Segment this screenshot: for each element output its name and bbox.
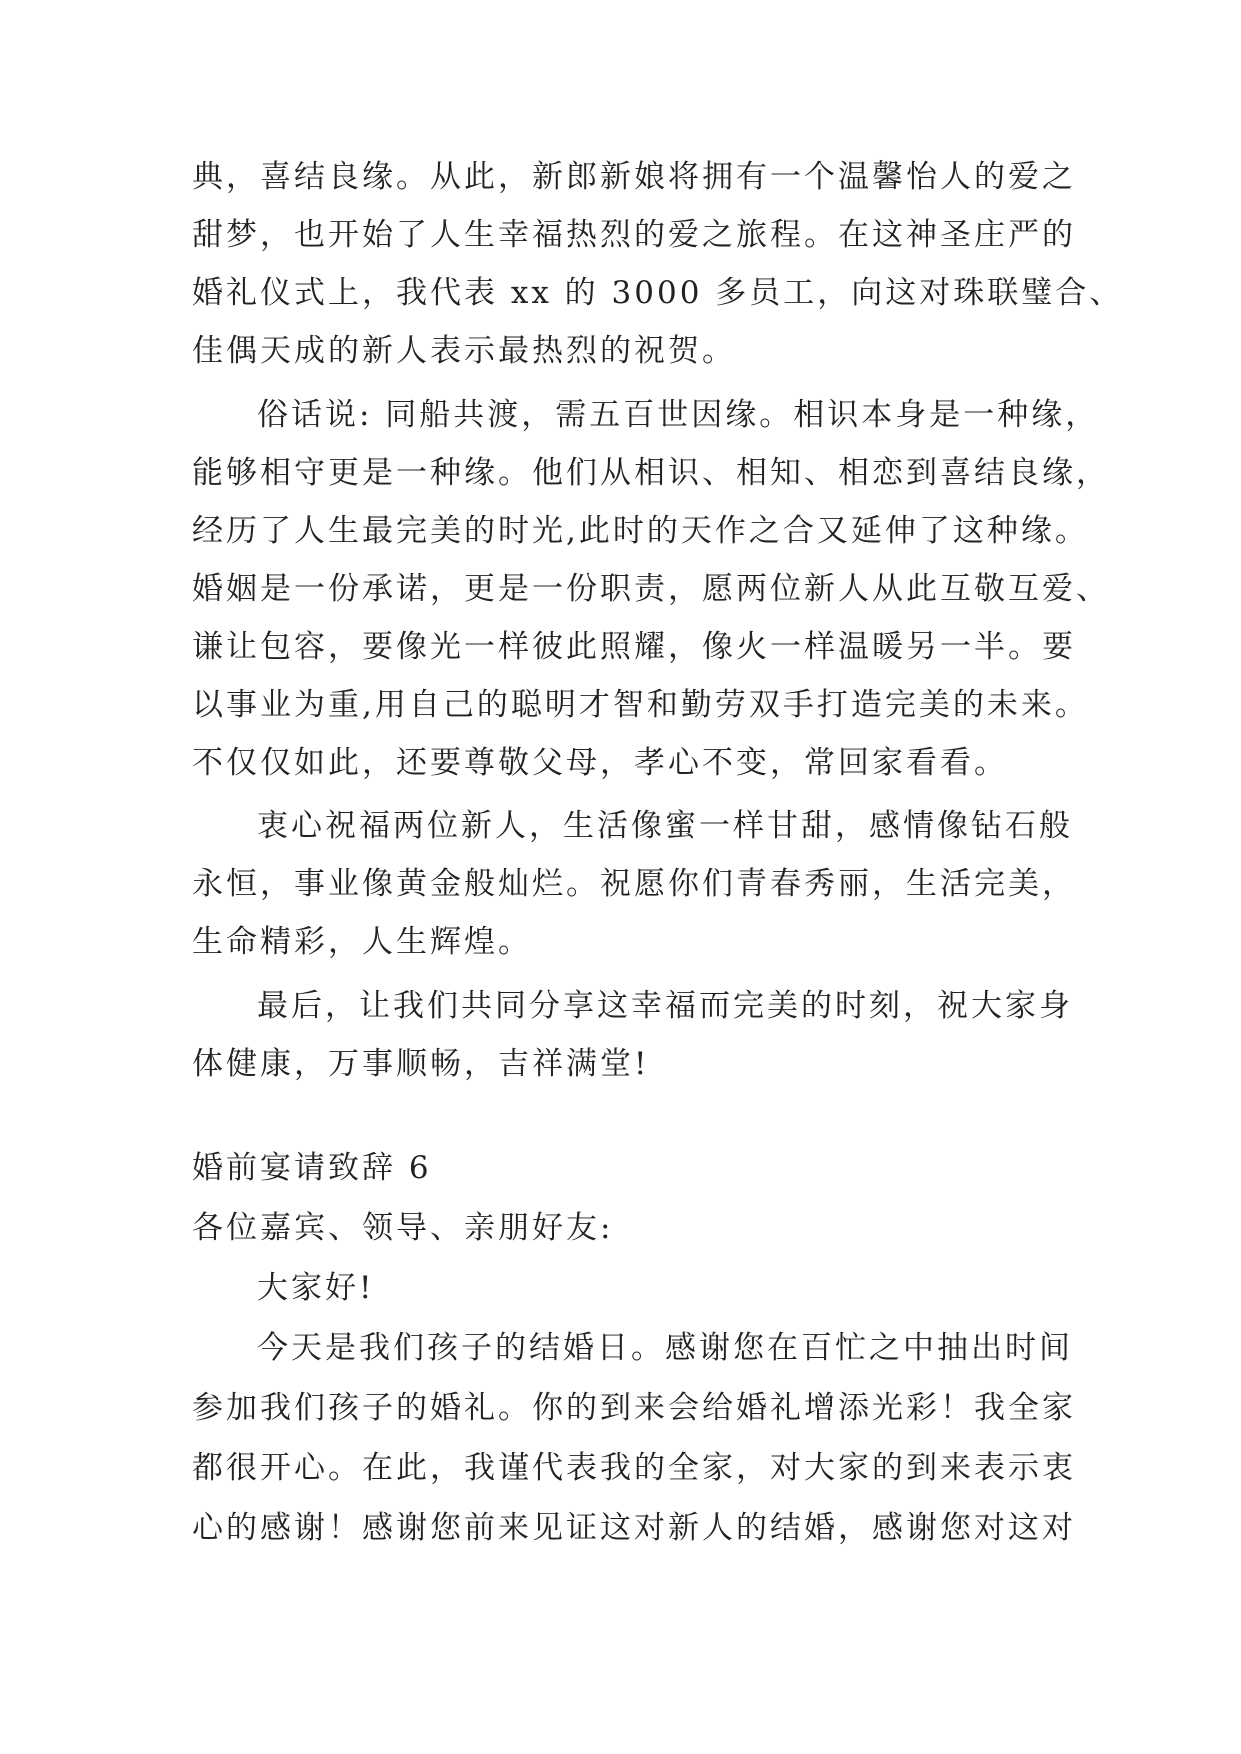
section-heading: 婚前宴请致辞 6 <box>192 1150 432 1186</box>
paragraph-line: 体健康，万事顺畅，吉祥满堂! <box>192 1046 650 1082</box>
paragraph-line: 不仅仅如此，还要尊敬父母，孝心不变，常回家看看。 <box>192 745 1008 781</box>
paragraph-line: 经历了人生最完美的时光,此时的天作之合又延伸了这种缘。 <box>192 513 1089 549</box>
paragraph-line: 能够相守更是一种缘。他们从相识、相知、相恋到喜结良缘， <box>192 455 1110 491</box>
paragraph-line: 以事业为重,用自己的聪明才智和勤劳双手打造完美的未来。 <box>192 687 1089 723</box>
paragraph-line: 衷心祝福两位新人，生活像蜜一样甘甜，感情像钻石般 <box>257 808 1073 844</box>
paragraph-line: 谦让包容，要像光一样彼此照耀，像火一样温暖另一半。要 <box>192 629 1076 665</box>
paragraph-line: 甜梦，也开始了人生幸福热烈的爱之旅程。在这神圣庄严的 <box>192 217 1076 253</box>
paragraph-line: 永恒，事业像黄金般灿烂。祝愿你们青春秀丽，生活完美， <box>192 866 1076 902</box>
greeting: 大家好! <box>257 1270 375 1306</box>
paragraph-line: 典，喜结良缘。从此，新郎新娘将拥有一个温馨怡人的爱之 <box>192 159 1076 195</box>
paragraph-line: 生命精彩，人生辉煌。 <box>192 924 532 960</box>
salutation: 各位嘉宾、领导、亲朋好友: <box>192 1210 614 1246</box>
paragraph-line: 心的感谢！感谢您前来见证这对新人的结婚，感谢您对这对 <box>192 1510 1076 1546</box>
paragraph-line: 最后，让我们共同分享这幸福而完美的时刻，祝大家身 <box>257 988 1073 1024</box>
paragraph-line: 婚姻是一份承诺，更是一份职责，愿两位新人从此互敬互爱、 <box>192 571 1110 607</box>
paragraph-line: 婚礼仪式上，我代表 xx 的 3000 多员工，向这对珠联璧合、 <box>192 275 1124 311</box>
paragraph-line: 都很开心。在此，我谨代表我的全家，对大家的到来表示衷 <box>192 1450 1076 1486</box>
paragraph-line: 俗话说: 同船共渡，需五百世因缘。相识本身是一种缘， <box>257 397 1100 433</box>
paragraph-line: 参加我们孩子的婚礼。你的到来会给婚礼增添光彩！我全家 <box>192 1390 1076 1426</box>
paragraph-line: 佳偶天成的新人表示最热烈的祝贺。 <box>192 333 736 369</box>
paragraph-line: 今天是我们孩子的结婚日。感谢您在百忙之中抽出时间 <box>257 1330 1073 1366</box>
